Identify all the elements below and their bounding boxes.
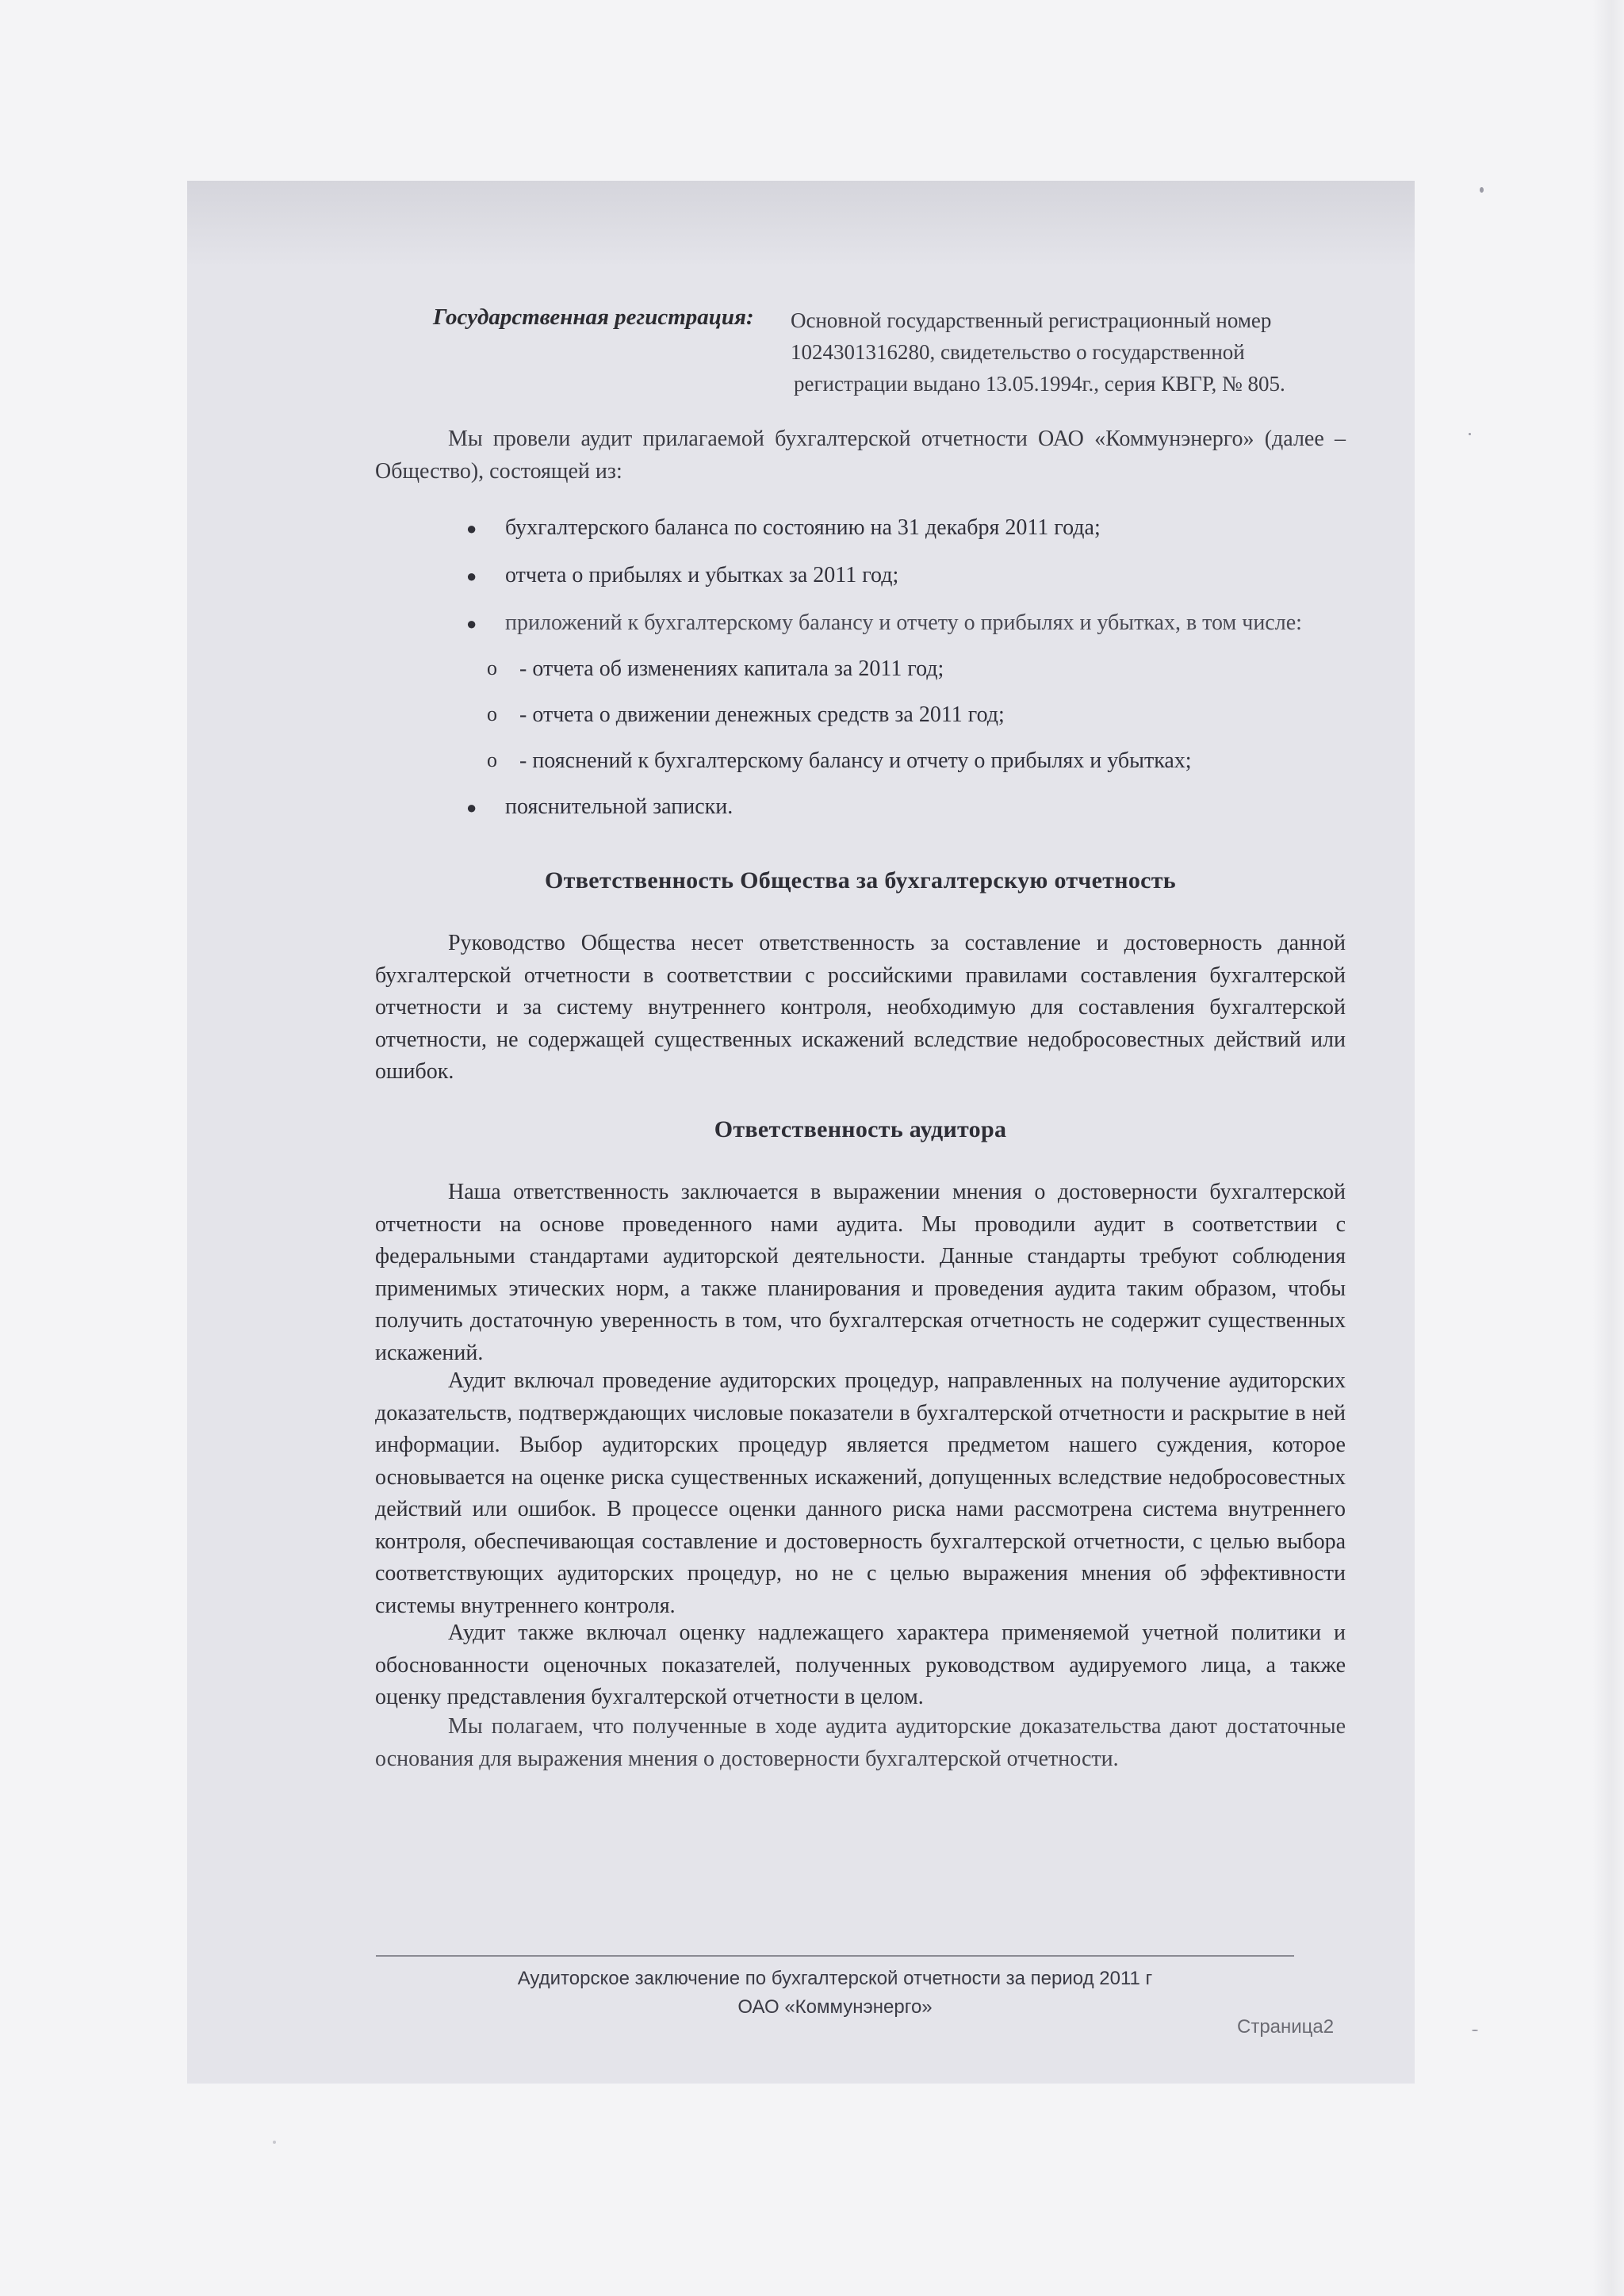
company-responsibility-paragraph <box>375 928 1346 1089</box>
sub-list-item: - отчета о движении денежных средств за 2011 год; <box>519 702 1005 727</box>
auditor-responsibility-paragraph-1 <box>375 1177 1346 1369</box>
list-item: приложений к бухгалтерскому балансу и отчету о прибылях и убытках, в том числе: <box>505 610 1302 635</box>
auditor-responsibility-paragraph-4 <box>375 1711 1346 1775</box>
bullet-dot-icon: ● <box>466 566 477 586</box>
page-number: Страница2 <box>1237 2016 1335 2038</box>
scan-edge-shadow <box>1592 0 1624 2296</box>
section-heading-company-responsibility: Ответственность Общества за бухгалтерскую отчетность <box>545 867 1176 894</box>
registration-label: Государственная регистрация: <box>433 304 754 330</box>
footer-divider <box>376 1955 1294 1957</box>
scan-speck <box>1469 433 1471 435</box>
scan-speck <box>1480 187 1484 193</box>
footer-title: Аудиторское заключение по бухгалтерской отчетности за период 2011 г <box>517 1968 1153 1989</box>
auditor-responsibility-paragraph-3 <box>375 1617 1346 1714</box>
bullet-circle-icon: o <box>487 656 497 679</box>
registration-value <box>791 304 1346 400</box>
registration-line: Основной государственный регистрационный номер <box>791 308 1272 332</box>
list-item: пояснительной записки. <box>505 794 733 819</box>
sub-list-item: - отчета об изменениях капитала за 2011 год; <box>519 656 944 681</box>
intro-paragraph <box>375 423 1346 488</box>
sub-list-item: - пояснений к бухгалтерскому балансу и отчету о прибылях и убытках; <box>519 748 1192 773</box>
registration-line: 1024301316280, свидетельство о государственной <box>791 340 1245 364</box>
paragraph-text: Аудит включал проведение аудиторских процедур, направленных на получение аудиторских доказательств, подтверждающих числовые показатели в бухгалтерской отчетности и раскрытие в ней информации. Выбор аудиторских процедур является предметом нашего суждения, которое основывается на оценке риска существенных искажений, допущенных вследствие недобросовестных действий или ошибок. В процессе оценки данного риска нами рассмотрена система внутреннего контроля, обеспечивающая составление и достоверность бухгалтерской отчетности, с целью выбора соответствующих аудиторских процедур, но не с целью выражения мнения об эффективности системы внутреннего контроля. <box>375 1368 1346 1618</box>
bullet-circle-icon: o <box>487 748 497 771</box>
list-item: бухгалтерского баланса по состоянию на 31 декабря 2011 года; <box>505 515 1101 540</box>
section-heading-auditor-responsibility: Ответственность аудитора <box>714 1116 1007 1142</box>
paragraph-text: Аудит также включал оценку надлежащего характера применяемой учетной политики и обоснованности оценочных показателей, полученных руководством аудируемого лица, а также оценку представления бухгалтерской отчетности в целом. <box>375 1621 1346 1709</box>
paragraph-text: Мы полагаем, что полученные в ходе аудита аудиторские доказательства дают достаточные основания для выражения мнения о достоверности бухгалтерской отчетности. <box>375 1714 1346 1771</box>
paragraph-text: Наша ответственность заключается в выражении мнения о достоверности бухгалтерской отчетности на основе проведенного нами аудита. Мы проводили аудит в соответствии с федеральными стандартами аудиторской деятельности. Данные стандарты требуют соблюдения применимых этических норм, а также планирования и проведения аудита таким образом, чтобы получить достаточную уверенность в том, что бухгалтерская отчетность не содержит существенных искажений. <box>375 1180 1346 1365</box>
registration-line: регистрации выдано 13.05.1994г., серия КВГР, № 805. <box>794 372 1285 396</box>
bullet-circle-icon: o <box>487 702 497 725</box>
auditor-responsibility-paragraph-2 <box>375 1365 1346 1622</box>
scan-speck <box>1472 2030 1478 2031</box>
footer-company: ОАО «Коммунэнерго» <box>737 1996 933 2018</box>
company-responsibility-text: Руководство Общества несет ответственность за составление и достоверность данной бухгалтерской отчетности в соответствии с российскими правилами составления бухгалтерской отчетности и за систему внутреннего контроля, необходимую для составления бухгалтерской отчетности, не содержащей существенных искажений вследствие недобросовестных действий или ошибок. <box>375 931 1346 1084</box>
bullet-dot-icon: ● <box>466 614 477 633</box>
bullet-dot-icon: ● <box>466 519 477 538</box>
bullet-dot-icon: ● <box>466 798 477 817</box>
footer <box>376 1965 1294 2022</box>
header-shading <box>187 181 1415 268</box>
intro-text: Мы провели аудит прилагаемой бухгалтерской отчетности ОАО «Коммунэнерго» (далее – Общество), состоящей из: <box>375 427 1346 484</box>
list-item: отчета о прибылях и убытках за 2011 год; <box>505 563 899 587</box>
scan-speck <box>273 2141 276 2144</box>
